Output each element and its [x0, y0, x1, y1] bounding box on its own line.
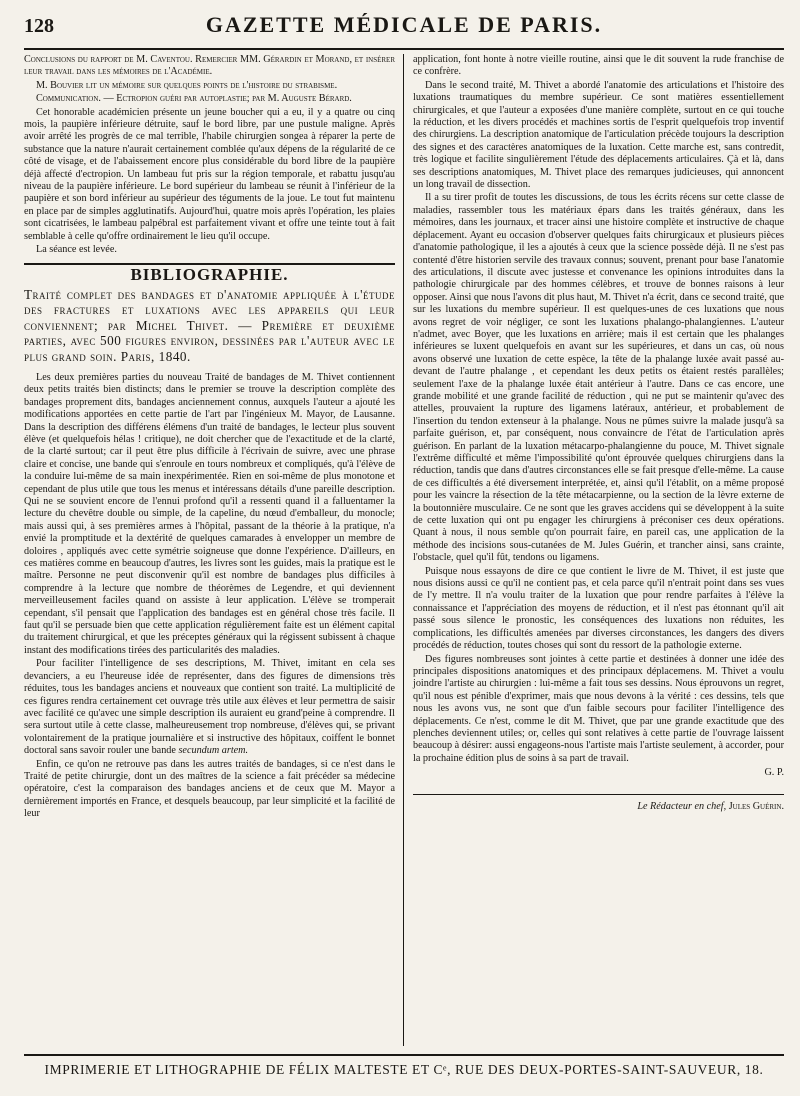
right-column	[404, 54, 784, 1046]
review-paragraph-4: Dans le second traité, M. Thivet a abordé l'anatomie des articulations et l'histoire des luxations traumatiques du membre supérieur. Ce sont matières essentiellement chirurgicales, et que l'auteur a exposées d'une manière complète, surtout en ce qui touche la réduction, et les divers procédés et machines sortis de l'esprit quelquefois trop inventif des chirurgiens. La description anatomique de l'articulation précède toujours la description des signes et des caractères anatomiques de la luxation. Cette marche est, sans contredit, très logique et facilite singulièrement l'étude des déplacements articulaires. Çà et là, dans ses descriptions anatomiques, M. Thivet place des remarques judicieuses, qui annoncent un long travail de dissection.	[413, 79, 784, 191]
review-paragraph-6: Puisque nous essayons de dire ce que contient le livre de M. Thivet, il est juste que nous disions aussi ce qu'il ne contient pas, et cela parce qu'il n'entrait point dans ses vues de l'y mettre. Il n'a voulu traiter de la luxation que pour rendre parfaites à l'élève la connaissance et l'appréciation des moyens de réduction, et il n'est pas étonnant qu'il ait passé sous silence le pronostic, les conséquences des luxations non réduites, les complications, les difficultés amenées par diverses circonstances, les dangers des divers procédés de réduction, toutes choses qui sont du ressort de la pathologie externe.	[413, 565, 784, 652]
editor-line	[413, 794, 784, 813]
gazette-title: GAZETTE MÉDICALE DE PARIS.	[205, 12, 603, 37]
printer-imprint: IMPRIMERIE ET LITHOGRAPHIE DE FÉLIX MALTESTE ET Cᵉ, RUE DES DEUX-PORTES-SAINT-SAUVEUR, 18.	[24, 1054, 784, 1078]
page-number: 128	[24, 15, 54, 37]
editor-name: Jules Guérin.	[728, 800, 784, 812]
review-paragraph-2	[24, 658, 395, 757]
review-paragraph-3: Enfin, ce qu'on ne retrouve pas dans les autres traités de bandages, si ce n'est dans le Traité de petite chirurgie, dont un des maîtres de la science a fait précéder sa médecine opératoire, c'est la comparaison des bandages anciens et de ceux que M. Mayor a dernièrement importés en France, et desquels beaucoup, par leur simplicité et la facilité de leur	[24, 758, 395, 820]
review-paragraph-2-text: Pour faciliter l'intelligence de ses descriptions, M. Thivet, imitant en cela ses devanciers, a eu l'heureuse idée de représenter, dans des figures de dimensions très réduites, tous les bandages anciens et nouveaux que contient son traité. La multiplicité de ces figures rendra certainement cet ouvrage très utile aux élèves et leur permettra de saisir avec facilité ce qu'avec une simple description ils auraient eu grand'peine à comprendre. Il sera surtout utile à cette classe, malheureusement trop nombreuse, d'élèves qui, se privant volontairement de la pratique journalière et si instructive des hôpitaux, coiffent le bonnet doctoral sans savoir rouler une bande	[24, 658, 395, 757]
communication-heading: Communication. — Ectropion guéri par autoplastie; par M. Auguste Bérard.	[36, 93, 352, 105]
secundum-artem: secundum artem.	[178, 745, 249, 757]
bouvier-paragraph: M. Bouvier lit un mémoire sur quelques points de l'histoire du strabisme.	[36, 79, 338, 91]
text-columns	[24, 54, 784, 1046]
seance-close: La séance est levée.	[36, 244, 117, 256]
review-paragraph-1: Les deux premières parties du nouveau Traité de bandages de M. Thivet contiennent deux petits traités bien distincts; dans le premier se trouve la description complète des bandages proprement dits, bandages anciennement connus, auxquels l'auteur a ajouté les modifications apportées en cette partie de l'art par l'ingénieux M. Mayor, de Lausanne. Dans la description des différens élémens d'un traité de bandages, le lecteur plus souvent élève (et quelquefois hélas ! critique), ne doit chercher que de l'exactitude et de la clarté, de la clarté surtout; car il peut être plus difficile à l'écrivain de suivre, avec une phrase claire et concise, une bande qui s'enroule en tours nombreux et compliqués, qu'à l'élève de la conduire lui-même de sa main inexpérimentée. Rien en soi-même de plus monotone et cependant de plus utile que tous les menus et intéressans détails d'une pareille description. Qui ne se souvient encore de l'ennui profond qu'il a ressenti quand il a falluentamer la lecture du chevêtre double ou simple, de la capeline, du nœud d'emballeur, du monocle; mais aussi qui, à ses premières armes à l'hôpital, passant de la théorie à la pratique, n'a envié la promptitude et la dextérité de quelques camarades à envelopper un membre de doloires , appliqués avec cette symétrie soigneuse que donne l'expérience. D'ailleurs, en ces matières comme en beaucoup d'autres, les livres sont les guides, mais la pratique est le maître. Personne ne peut disconvenir qu'il est nombre de bandages plus difficiles à comprendre à la lecture que nombre de théorèmes de Legendre, et qui deviennent merveilleusement faciles quand on assiste à leur application. L'élève se tromperait cependant, s'il pensait que l'application des bandages est en général chose très facile. Il faut qu'il se persuade bien que cette application régulièrement faite est un élément capital du traitement chirurgical, et que les préceptes généraux qui la régissent subissent à chaque instant des modifications tirées des particularités des maladies.	[24, 371, 395, 656]
ectropion-paragraph: Cet honorable académicien présente un jeune boucher qui a eu, il y a quatre ou cinq mois, la paupière inférieure détruite, sauf le bord libre, par une pustule maligne. Après avoir arrêté les progrès de ce mal terrible, l'habile chirurgien songea à réparer la perte de substance que la nature n'aurait certainement comblée qu'aux dépens de la régularité de ce côté de visage, et de l'abaissement encore plus considérable du bord libre de la paupière déjà affecté d'ectropion. Un lambeau fut pris sur la région temporale, et rabattu jusqu'au niveau de la paupière inférieure. Le bord supérieur du lambeau se réunit à l'inférieur de la paupière et son bord inférieur au supérieur des téguments de la joue. Le tout fut maintenu en place par de simples agglutinatifs. Aujourd'hui, quatre mois après l'opération, les plaies sont cicatrisées, le lambeau palpébral est parfaitement vivant et offre une teinte tout à fait semblable à celle qu'offre ordinairement le lieu qu'il occupe.	[24, 106, 395, 242]
left-column	[24, 54, 404, 1046]
section-heading-bibliographie: BIBLIOGRAPHIE.	[130, 264, 289, 284]
book-title	[24, 287, 395, 364]
review-signature: G. P.	[764, 767, 784, 779]
review-paragraph-5: Il a su tirer profit de toutes les discussions, de tous les écrits récens sur cette classe de maladies, rassembler tous les matériaux épars dans les traités généraux, dans les mémoires, dans les journaux, et tracer ainsi une histoire complète et instructive de chaque déplacement. Ayant eu occasion d'observer quelques faits chirurgicaux et plusieurs pièces d'anatomie pathologique, il les a ajoutés à ceux que la science possède déjà. Il ne s'est pas contenté d'être historien servile des travaux connus; souvent, prenant pour base l'anatomie des articulations, il discute avec justesse et convenance les opinions introduites dans la pathologie chirurgicale par des hommes célèbres, et trouve de bonnes raisons à leur opposer. Ainsi que nous l'avons dit plus haut, M. Thivet n'a écrit, dans ce second traité, que sur les luxations du membre supérieur. Il est quelques-unes de ces luxations que nous avons regret de voir négliger, ce sont les luxations phalango-phalangiennes. L'auteur n'admet, avec Boyer, que les luxations en arrière; mais il est certain que les phalanges inférieures se luxent quelquefois en avant sur les supérieures, et dans un cas, où nous avons observé une luxation de cette espèce, la tête de la phalange luxée avait passé au-devant de l'autre phalange , et cependant les deux petits os étaient restés parallèles; seulement l'axe de la phalange luxée était antérieur à l'autre. Dans ce cas encore, une grande mobilité et une grande facilité de réduction , qui ne put se maintenir qu'avec des attelles, prouvaient la rupture des ligamens latéraux, antérieur, et probablement de l'insertion du tendon extenseur à la phalange. Nous ne pûmes suivre la malade jusqu'à sa parfaite guérison, et, par conséquent, nous convaincre de l'état de l'articulation après guérison. En parlant de la luxation métacarpo-phalangienne du pouce, M. Thivet signale l'extrême difficulté et même l'impossibilité qu'ont éprouvée quelques chirurgiens dans la réduction, tandis que dans d'autres circonstances elle se fait presque d'elle-même. La cause de ces difficultés a été diversement interprétée, et, ainsi qu'il l'établit, on a même proposé pour les vaincre la résection de la tête métacarpienne, ou la section de la lèvre externe de la boutonnière musculaire. Ce ne sont que les graves accidens qui se développent à la suite de cette luxation qui ont pu engager les chirurgiens à préconiser ces deux opérations. Quant à nous, il nous semble qu'on pourrait faire, en pareil cas, une application de la méthode des incisions sous-cutanées de M. Jules Guérin, et trancher ainsi, sans crainte, l'obstacle, quel qu'il fût, tendons ou ligamens.	[413, 192, 784, 564]
review-paragraph-7: Des figures nombreuses sont jointes à cette partie et destinées à donner une idée des principales dispositions anatomiques et des principaux déplacemens. M. Thivet a voulu joindre l'artiste au chirurgien : lui-même a fait tous ses dessins. Nous éprouvons un regret, qu'il nous est pénible d'exprimer, mais que nous devons à la vérité : ces dessins, tels que nous les avons vus, ne sont que d'un faible secours pour faciliter l'intelligence des déplacements. Ce n'est, comme le dit M. Thivet, que par une grande exactitude que des plenches deviennent utiles; or, celles qui sont relatives à cette partie de l'ouvrage laissent beaucoup à désirer: aussi engageons-nous l'artiste mais l'artiste seulement, à accorder, pour la prochaine édition plus de soins à sa part de travail.	[413, 653, 784, 764]
editor-label: Le Rédacteur en chef,	[637, 800, 727, 812]
conclusions-paragraph: Conclusions du rapport de M. Caventou. Remercier MM. Gérardin et Morand, et insérer leur travail dans les mémoires de l'Académie.	[24, 54, 395, 78]
continuation-paragraph: application, font honte à notre vieille routine, ainsi que le dit souvent la rude franchise de ce confrère.	[413, 54, 784, 78]
masthead	[24, 12, 784, 50]
book-title-text: Traité complet des bandages et d'anatomie appliquée à l'étude des fractures et luxations avec les appareils qui leur conviennent; par Michel Thivet. — Première et deuxième parties, avec 500 figures environ, dessinées par l'auteur avec le plus grand soin. Paris, 1840.	[24, 286, 395, 364]
